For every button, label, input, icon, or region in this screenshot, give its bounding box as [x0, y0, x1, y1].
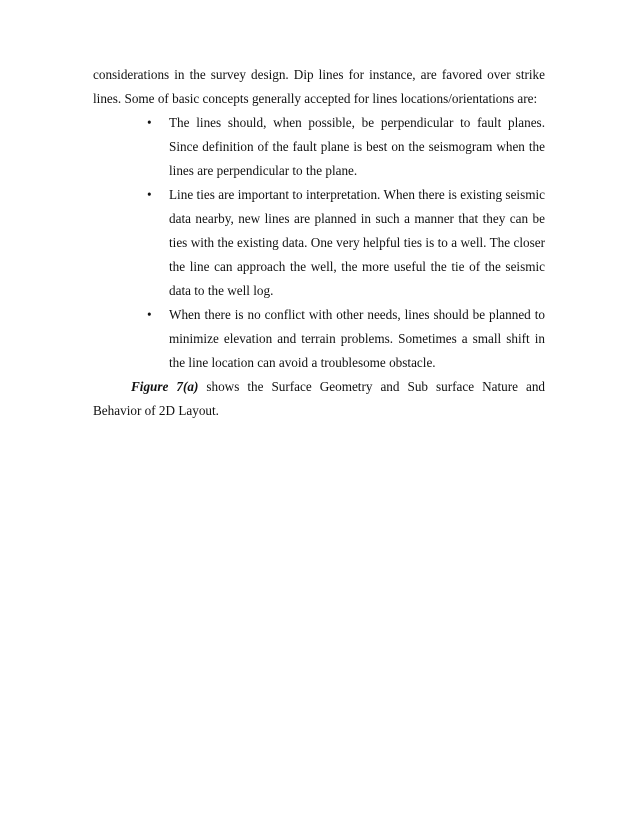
bullet-text: The lines should, when possible, be perpendicular to fault planes. Since definition of the fault plane is best on the seismogram when the lines are perpendicular to the plane. — [169, 115, 545, 178]
bullet-item — [93, 183, 545, 303]
intro-paragraph: considerations in the survey design. Dip lines for instance, are favored over strike lines. Some of basic concepts generally accepted for lines locations/orientations are: — [93, 67, 545, 106]
page-content — [93, 63, 545, 423]
bullet-marker: • — [147, 115, 152, 130]
figure-reference: Figure 7(a) — [131, 379, 199, 394]
figure-sentence: shows the Surface Geometry and Sub surface Nature and Behavior of 2D Layout. — [93, 379, 546, 418]
bullet-text: Line ties are important to interpretation. When there is existing seismic data nearby, new lines are planned in such a manner that they can be ties with the existing data. One very helpful ties is to a well. The closer the line can approach the well, the more useful the tie of the seismic data to the well log. — [169, 187, 545, 298]
bullet-marker: • — [147, 187, 152, 202]
bullet-item — [93, 303, 545, 375]
figure-paragraph — [93, 375, 545, 423]
bullet-text: When there is no conflict with other needs, lines should be planned to minimize elevation and terrain problems. Sometimes a small shift in the line location can avoid a troublesome obstacle. — [169, 307, 545, 370]
bullet-item — [93, 111, 545, 183]
bullet-list — [93, 111, 545, 375]
bullet-marker: • — [147, 307, 152, 322]
